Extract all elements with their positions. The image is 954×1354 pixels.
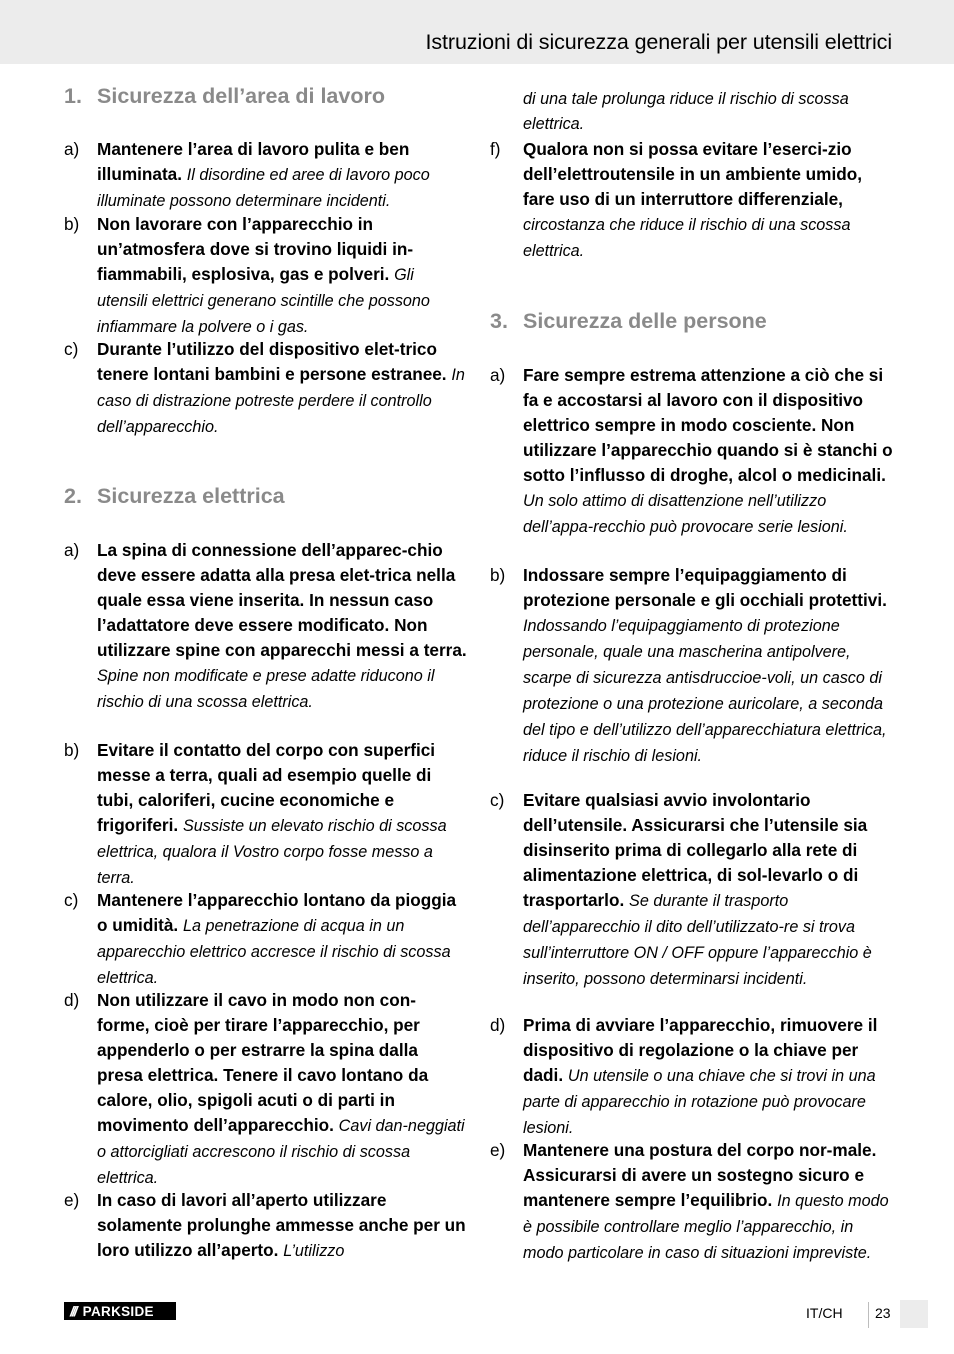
section-heading-work-area (64, 84, 385, 109)
item-instruction: Non lavorare con l’apparecchio in un’atmosfera dove si trovino liquidi in-fiammabili, esplosiva, gas e polveri. (97, 214, 414, 284)
item-letter: e) (64, 1190, 80, 1210)
item-explanation: In questo modo è possibile controllare meglio l’apparecchio, in modo particolare in caso di situazioni impreviste. (523, 1192, 889, 1262)
item-instruction: Prima di avviare l’apparecchio, rimuovere il dispositivo di regolazione o la chiave per dadi. (523, 1015, 878, 1085)
language-code: IT/CH (806, 1305, 843, 1321)
item-instruction: In caso di lavori all’aperto utilizzare solamente prolunghe ammesse anche per un loro utilizzo all’aperto. (97, 1190, 466, 1260)
list-item (490, 1013, 890, 1141)
item-instruction: Mantenere l’area di lavoro pulita e ben illuminata. (97, 139, 410, 184)
item-explanation-continued: di una tale prolunga riduce il rischio di scossa elettrica. (523, 90, 849, 133)
parkside-logo (64, 1302, 176, 1320)
item-explanation: Spine non modificate e prese adatte riducono il rischio di una scossa elettrica. (97, 667, 435, 711)
list-item (490, 363, 893, 540)
item-letter: b) (64, 740, 80, 760)
list-item (64, 538, 467, 715)
list-item (64, 888, 464, 991)
list-item (64, 1188, 464, 1264)
section-number: 3. (490, 309, 508, 333)
list-item (64, 738, 464, 891)
item-explanation: L’utilizzo (283, 1242, 345, 1260)
item-letter: a) (64, 540, 80, 560)
list-item (490, 788, 890, 992)
item-instruction: Indossare sempre l’equipaggiamento di protezione personale e gli occhiali protettivi. (523, 565, 887, 610)
item-instruction: Qualora non si possa evitare l’eserci-zio dell’elettroutensile in un ambiente umido, fare uso di un interruttore differenziale, (523, 139, 863, 209)
item-instruction: Evitare il contatto del corpo con superfici messe a terra, quali ad esempio quelle di tubi, caloriferi, cucine economiche e frigoriferi. (97, 740, 436, 835)
section-number: 2. (64, 484, 82, 508)
section-heading-electrical (64, 484, 285, 509)
item-letter: a) (490, 365, 506, 385)
item-explanation: Se durante il trasporto dell’apparecchio il dito dell’utilizzato-re si trova sull’interruttore ON / OFF oppure l’apparecchio è inserito, possono determinarsi incidenti. (523, 892, 872, 988)
section-title: Sicurezza dell’area di lavoro (97, 84, 385, 108)
item-letter: c) (64, 890, 79, 910)
list-item (64, 137, 464, 214)
page-number: 23 (875, 1305, 891, 1321)
item-letter: d) (64, 990, 80, 1010)
page-title: Istruzioni di sicurezza generali per utensili elettrici (425, 30, 892, 54)
list-item (64, 337, 464, 440)
item-instruction: Non utilizzare il cavo in modo non con-forme, cioè per tirare l’apparecchio, per appenderlo o per estrarre la spina dalla presa elettrica. Tenere il cavo lontano da calore, olio, spigoli acuti o di parti in movimento dell’apparecchio. (97, 990, 429, 1135)
list-item (64, 988, 464, 1191)
header-bar (0, 0, 954, 64)
list-item (490, 1138, 890, 1266)
list-item (64, 212, 464, 340)
item-instruction: Evitare qualsiasi avvio involontario dell’utensile. Assicurarsi che l’utensile sia disinserito prima di collegarlo alla rete di alimentazione elettrica, di sol-levarlo o di trasportarlo. (523, 790, 868, 910)
section-title: Sicurezza elettrica (97, 484, 285, 508)
list-item (490, 563, 890, 769)
page-tab-marker (900, 1300, 928, 1328)
item-letter: e) (490, 1140, 506, 1160)
item-explanation: La penetrazione di acqua in un apparecchio elettrico accresce il rischio di scossa elettrica. (97, 917, 451, 987)
item-explanation: Il disordine ed aree di lavoro poco illuminate possono determinare incidenti. (97, 166, 430, 210)
item-letter: b) (64, 214, 80, 234)
item-instruction: Durante l’utilizzo del dispositivo elet-trico tenere lontani bambini e persone estranee. (97, 339, 447, 384)
item-explanation: In caso di distrazione potreste perdere il controllo dell’apparecchio. (97, 366, 465, 436)
item-instruction: Fare sempre estrema attenzione a ciò che si fa e accostarsi al lavoro con il dispositivo elettrico sempre in modo cosciente. Non utilizzare l’apparecchio quando si è stanchi o sotto l’influsso di droghe, alcol o medicinali. (523, 365, 893, 485)
item-explanation: Sussiste un elevato rischio di scossa elettrica, qualora il Vostro corpo fosse messo a terra. (97, 817, 447, 887)
item-explanation: Indossando l’equipaggiamento di protezione personale, quale una mascherina antipolvere, scarpe di sicurezza antisdruccioe-voli, un casco di protezione o una protezione auricolare, a seconda del tipo e dell’utilizzo dell’apparecchiatura elettrica, riduce il rischio di lesioni. (523, 617, 887, 765)
item-letter: c) (490, 790, 505, 810)
item-explanation: Cavi dan-neggiati o attorcigliati accrescono il rischio di scossa elettrica. (97, 1117, 465, 1187)
logo-slashes-icon: /// (70, 1303, 76, 1319)
item-explanation: circostanza che riduce il rischio di una scossa elettrica. (523, 216, 851, 260)
footer-divider (868, 1302, 869, 1328)
item-letter: c) (64, 339, 79, 359)
list-item (490, 137, 890, 264)
section-title: Sicurezza delle persone (523, 309, 767, 333)
item-explanation: Un utensile o una chiave che si trovi in una parte di apparecchio in rotazione può provocare lesioni. (523, 1067, 876, 1137)
item-instruction: Mantenere una postura del corpo nor-male. Assicurarsi di avere un sostegno sicuro e mantenere sempre l’equilibrio. (523, 1140, 877, 1210)
item-letter: b) (490, 565, 506, 585)
item-letter: f) (490, 139, 501, 159)
item-letter: d) (490, 1015, 506, 1035)
item-instruction: La spina di connessione dell’apparec-chio deve essere adatta alla presa elet-trica nella quale essa viene inserita. In nessun caso l’adattatore deve essere modificato. Non utilizzare spine con apparecchi messi a terra. (97, 540, 467, 660)
logo-text: PARKSIDE (82, 1303, 154, 1319)
item-explanation: Gli utensili elettrici generano scintille che possono infiammare la polvere o i gas. (97, 266, 430, 336)
item-instruction: Mantenere l’apparecchio lontano da pioggia o umidità. (97, 890, 457, 935)
item-explanation: Un solo attimo di disattenzione nell’utilizzo dell’appa-recchio può provocare serie lesioni. (523, 492, 848, 536)
section-number: 1. (64, 84, 82, 108)
item-letter: a) (64, 139, 80, 159)
section-heading-personal (490, 309, 767, 334)
